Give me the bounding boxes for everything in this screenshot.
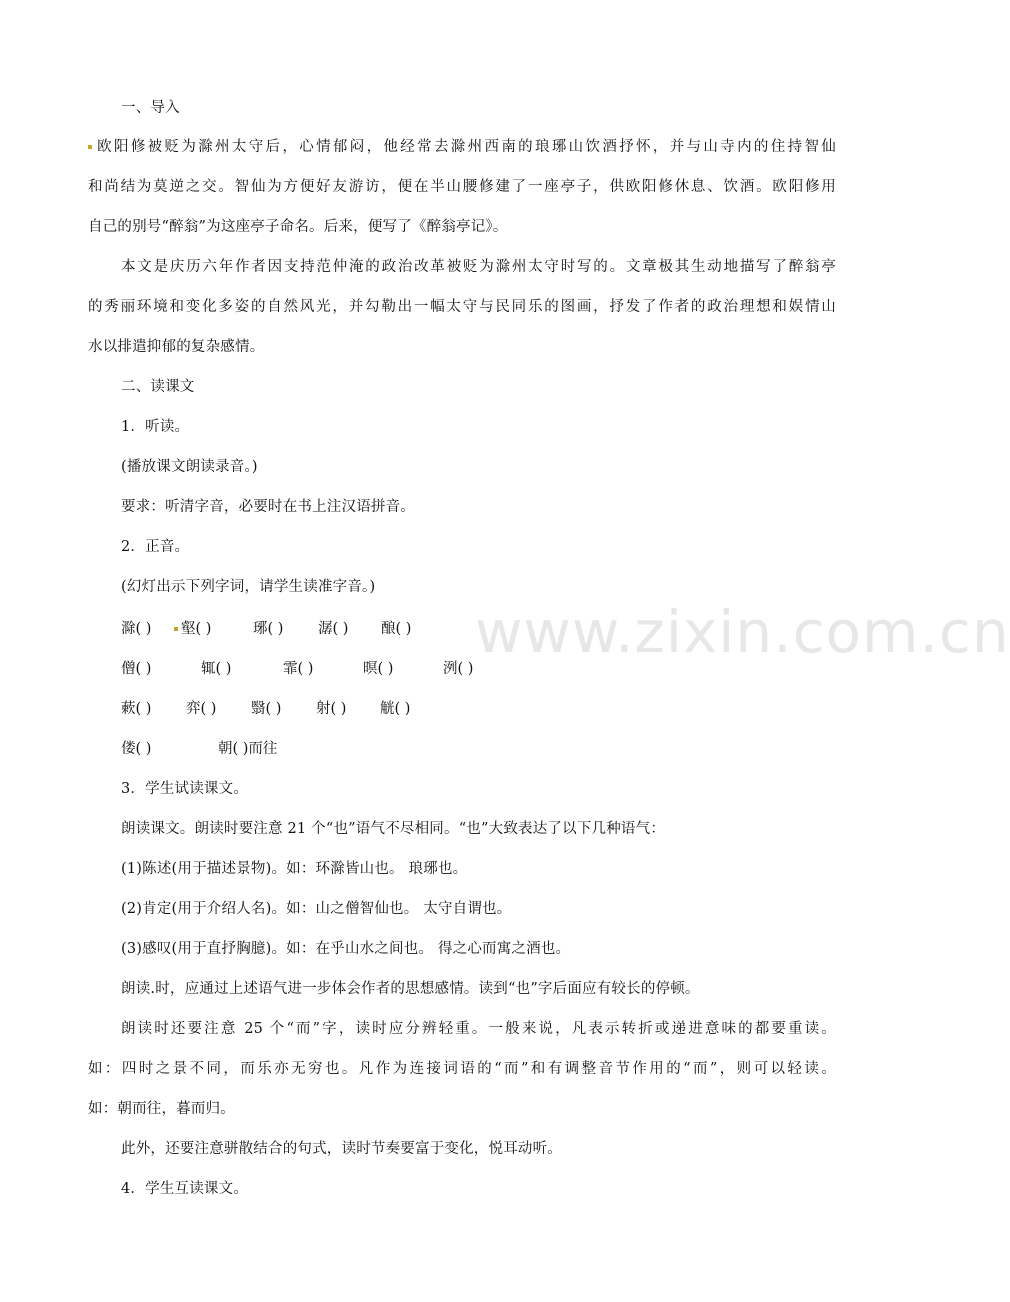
watermark: www.zixin.com.cn [475, 598, 1010, 666]
char-item: 酿( ) [381, 621, 412, 637]
step3-paragraph: 朗读课文。朗读时要注意 21 个“也”语气不尽相同。“也”大致表达了以下几种语气： [121, 821, 666, 837]
step2-title: 2．正音。 [121, 539, 190, 555]
char-item: 朝( )而往 [218, 741, 278, 757]
char-item: 辄( ) [201, 661, 232, 677]
intro-para2-line1: 本文是庆历六年作者因支持范仲淹的政治改革被贬为滁州太守时写的。文章极其生动地描写了醉翁亭 [121, 259, 836, 275]
step3-paragraph-3-line1: 朗读时还要注意 25 个“而”字，读时应分辨轻重。一般来说，凡表示转折或递进意味的都要重读。 [121, 1021, 836, 1037]
step3-list-item-3: (3)感叹(用于直抒胸臆)。如：在乎山水之间也。 得之心而寓之酒也。 [121, 941, 571, 957]
char-item: 偻( ) [121, 741, 152, 757]
read-heading: 二、读课文 [121, 379, 195, 395]
char-item: 僧( ) [121, 661, 152, 677]
step1-requirement: 要求：听清字音，必要时在书上注汉语拼音。 [121, 499, 415, 515]
step4-title: 4．学生互读课文。 [121, 1181, 249, 1197]
step3-list-item-1: (1)陈述(用于描述景物)。如：环滁皆山也。 琅琊也。 [121, 861, 468, 877]
char-item: 翳( ) [251, 701, 282, 717]
step3-paragraph-3-line3: 如：朝而往，暮而归。 [88, 1101, 235, 1117]
step1-note: (播放课文朗读录音。) [121, 459, 258, 475]
intro-heading: 一、导入 [121, 100, 180, 116]
marker-icon [88, 145, 92, 149]
intro-para1-line3: 自己的别号“醉翁”为这座亭子命名。后来，便写了《醉翁亭记》。 [88, 219, 508, 235]
intro-para2-line2: 的秀丽环境和变化多姿的自然风光，并勾勒出一幅太守与民同乐的图画，抒发了作者的政治理想和娱情山 [88, 299, 836, 315]
char-item: 霏( ) [283, 661, 314, 677]
char-item: 觥( ) [380, 701, 411, 717]
char-item: 滁( ) [121, 621, 152, 637]
char-item: 洌( ) [443, 661, 474, 677]
step3-list-item-2: (2)肯定(用于介绍人名)。如：山之僧智仙也。 太守自谓也。 [121, 901, 512, 917]
step3-paragraph-2: 朗读.时，应通过上述语气进一步体会作者的思想感情。读到“也”字后面应有较长的停顿。 [121, 981, 700, 997]
intro-para1-line2: 和尚结为莫逆之交。智仙为方便好友游访，便在半山腰修建了一座亭子，供欧阳修休息、饮酒。欧阳修用 [88, 179, 836, 195]
step3-paragraph-4: 此外，还要注意骈散结合的句式，读时节奏要富于变化，悦耳动听。 [121, 1141, 562, 1157]
char-item: 射( ) [316, 701, 347, 717]
step2-note: (幻灯出示下列字词，请学生读准字音。) [121, 579, 376, 595]
step3-title: 3．学生试读课文。 [121, 781, 249, 797]
char-item: 壑( ) [174, 619, 211, 639]
step1-title: 1．听读。 [121, 419, 190, 435]
step3-paragraph-3-line2: 如：四时之景不同，而乐亦无穷也。凡作为连接词语的“而”和有调整音节作用的“而”，则可以轻读。 [88, 1061, 836, 1077]
intro-para1-line1: 欧阳修被贬为滁州太守后，心情郁闷，他经常去滁州西南的琅琊山饮酒抒怀，并与山寺内的住持智仙 [88, 137, 836, 157]
char-item: 蔌( ) [121, 701, 152, 717]
char-item: 弈( ) [186, 701, 217, 717]
char-item: 潺( ) [318, 621, 349, 637]
intro-para2-line3: 水以排遣抑郁的复杂感情。 [88, 339, 265, 355]
char-item: 暝( ) [363, 661, 394, 677]
marker-icon [174, 627, 178, 631]
char-item: 琊( ) [253, 621, 284, 637]
